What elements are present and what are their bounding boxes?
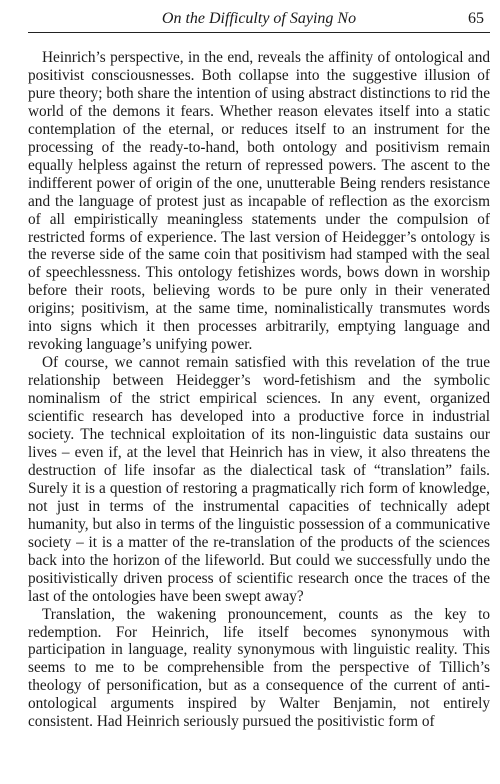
paragraph-1: Heinrich’s perspective, in the end, reveals the affinity of ontological and positivist consciousnesses. Both collapse into the suggestive illusion of pure theory; both share the intention of using abstract distinctions to rid the world of the demons it fears. Whether reason elevates itself into a static contemplation of the eternal, or reduces itself to an instrument for the processing of the ready-to-hand, both ontology and positivism remain equally helpless against the return of repressed powers. The ascent to the indifferent power of origin of the one, unutterable Being renders resistance and the language of protest just as incapable of reflection as the exorcism of all empiristically meaningless statements under the compulsion of restricted forms of experience. The last version of Heidegger’s ontology is the reverse side of the same coin that positivism had stamped with the seal of speechlessness. This ontology fetishizes words, bows down in worship before their roots, believing words to be pure only in their venerated origins; positivism, at the same time, nominalistically transmutes words into signs which it then processes arbitrarily, emptying language and revoking language’s unifying power. (28, 49, 490, 354)
paragraph-3: Translation, the wakening pronouncement, counts as the key to redemption. For Heinrich, life itself becomes synonymous with participation in language, reality synonymous with linguistic reality. This seems to me to be comprehensible from the perspective of Tillich’s theology of personification, but as a consequence of the current of anti-ontological arguments inspired by Walter Benjamin, not entirely consistent. Had Heinrich seriously pursued the positivistic form of (28, 605, 490, 731)
running-head (28, 6, 490, 33)
paragraph-2: Of course, we cannot remain satisfied with this revelation of the true relationship between Heidegger’s word-fetishism and the symbolic nominalism of the strict empirical sciences. In any event, organized scientific research has developed into a productive force in industrial society. The technical exploitation of its non-linguistic data sustains our lives – even if, at the level that Heinrich has in view, it also threatens the destruction of life insofar as the dialectical task of “translation” fails. Surely it is a question of restoring a pragmatically rich form of knowledge, not just in terms of the instrumental capacities of technically adept humanity, but also in terms of the linguistic possession of a communicative society – it is a matter of the re-translation of the products of the sciences back into the horizon of the lifeworld. But could we successfully undo the positivistically driven process of scientific research once the traces of the last of the ontologies have been swept away? (28, 354, 490, 605)
page-number: 65 (468, 10, 484, 27)
book-page (28, 6, 490, 731)
body-text (28, 49, 490, 731)
running-title: On the Difficulty of Saying No (161, 10, 357, 27)
